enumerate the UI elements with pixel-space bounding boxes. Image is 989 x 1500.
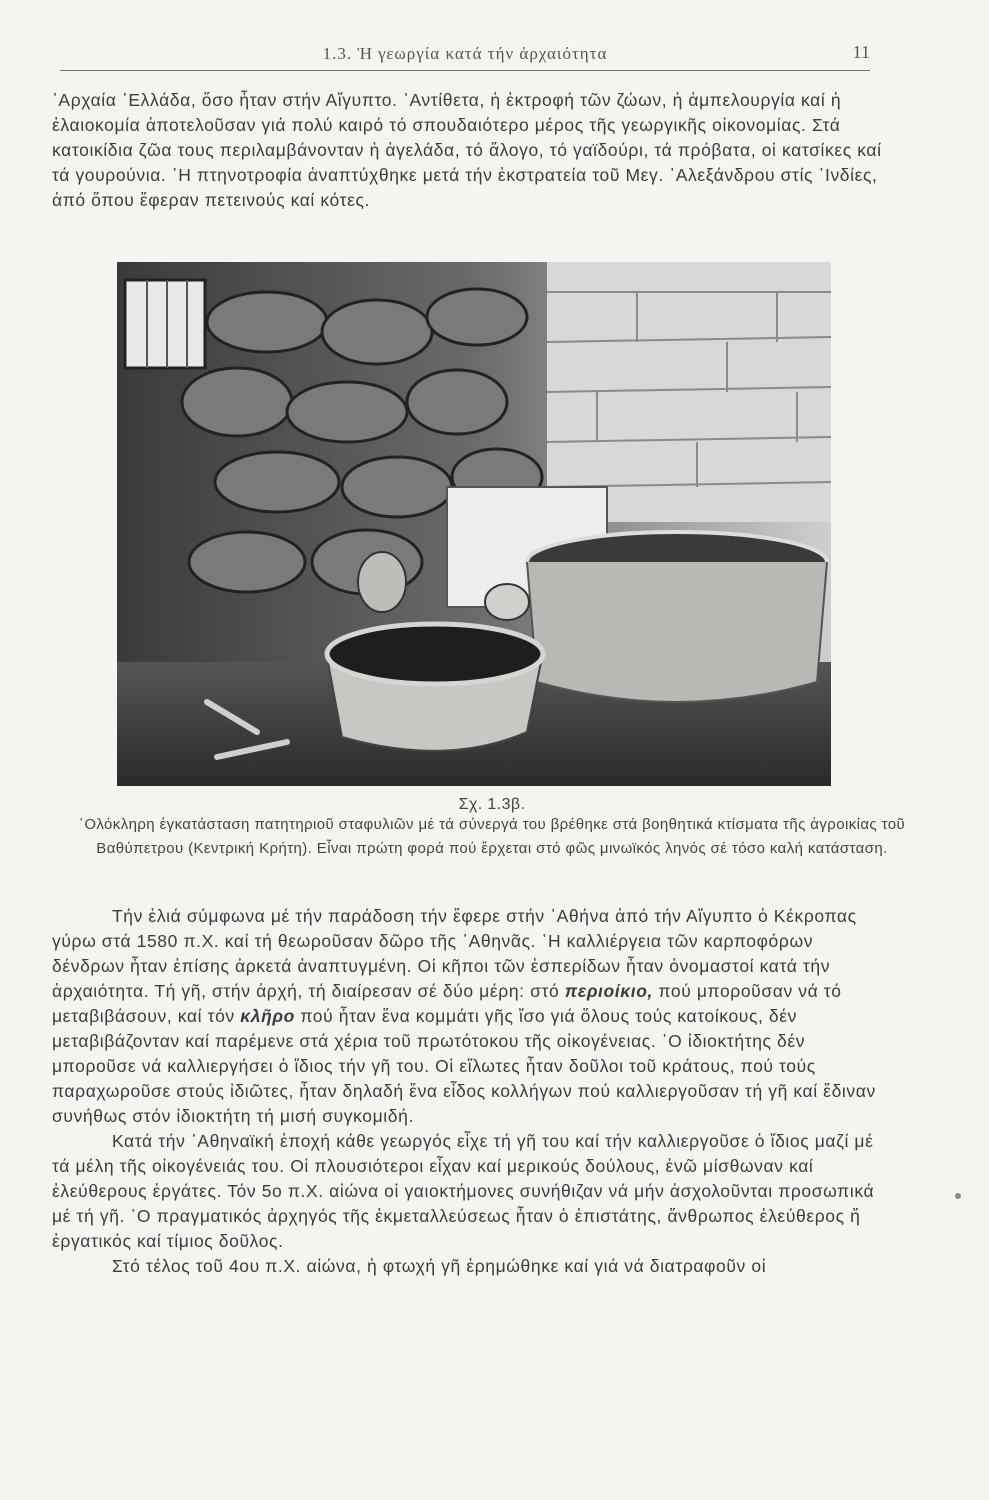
term-kliros: κλῆρο (240, 1006, 295, 1026)
paragraph-1-part-2: πού μποροῦσαν νά τό μεταβιβάσουν, καί τόν (52, 981, 842, 1026)
paragraph-1-part-3: πού ἦταν ἕνα κομμάτι γῆς ἴσο γιά ὅλους τούς κατοίκους, δέν μεταβιβάζονταν καί παρέμενε στά χέρια τοῦ πρωτότοκου τῆς οἰκογένειας. ῾Ο ἰδιοκτήτης δέν μποροῦσε νά καλλιεργήσει ὁ ἴδιος τήν γῆ του. Οἱ εἵλωτες ἦταν δοῦλοι τοῦ κράτους, πού τούς παραχωροῦσε στούς ἰδιῶτες, ἦταν δηλαδή ἕνα εἶδος κολλήγων πού καλλιεργοῦσαν τή γῆ καί ἔδιναν συνήθως στόν ἰδιοκτήτη τή μισή συγκομιδή. (52, 1006, 876, 1126)
wine-press-photo (117, 262, 831, 786)
paragraph-1-part-1: Τήν ἐλιά σύμφωνα μέ τήν παράδοση τήν ἔφερε στήν ᾿Αθήνα ἀπό τήν Αἴγυπτο ὁ Κέκροπας γύρω στά 1580 π.Χ. καί τή θεωροῦσαν δῶρο τῆς ᾿Αθηνᾶς. ῾Η καλλιέργεια τῶν καρποφόρων δένδρων ἦταν ἐπίσης ἀρκετά ἀναπτυγμένη. Οἱ κῆποι τῶν ἑσπερίδων ἦταν ὀνομαστοί κατά τήν ἀρχαιότητα. Τή γῆ, στήν ἀρχή, τή διαίρεσαν σέ δύο μέρη: στό (52, 906, 857, 1001)
header-title: 1.3. Ἡ γεωργία κατά τήν ἀρχαιότητα (322, 44, 608, 63)
paragraph-2: Κατά τήν ᾿Αθηναϊκή ἐποχή κάθε γεωργός εἶχε τή γῆ του καί τήν καλλιεργοῦσε ὁ ἴδιος μαζί μέ τά μέλη τῆς οἰκογένειάς του. Οἱ πλουσιότεροι εἶχαν καί μερικούς δούλους, ἐνῶ μίσθωναν καί ἐλεύθερους ἐργάτες. Τόν 5ο π.Χ. αἰώνα οἱ γαιοκτήμονες συνήθιζαν νά μήν ἀσχολοῦνται προσωπικά μέ τή γῆ. ῾Ο πραγματικός ἀρχηγός τῆς ἐκμεταλλεύσεως ἦταν ὁ ἐπιστάτης, ἄνθρωπος ἐλεύθερος ἤ ἐργατικός καί τίμιος δοῦλος. (52, 1131, 875, 1251)
body-text (52, 904, 888, 1279)
intro-paragraph (52, 88, 888, 213)
figure-photo (117, 262, 831, 786)
paragraph-3: Στό τέλος τοῦ 4ου π.Χ. αἰώνα, ἡ φτωχή γῆ ἐρημώθηκε καί γιά νά διατραφοῦν οἱ (112, 1256, 767, 1276)
margin-dot (955, 1193, 961, 1199)
intro-text: ᾿Αρχαία ῾Ελλάδα, ὅσο ἦταν στήν Αἴγυπτο. ᾿Αντίθετα, ἡ ἐκτροφή τῶν ζώων, ἡ ἀμπελουργία καί ἡ ἐλαιοκομία ἀποτελοῦσαν γιά πολύ καιρό τό σπουδαιότερο μέρος τῆς γεωργικῆς οἰκονομίας. Στά κατοικίδια ζῶα τους περιλαμβάνονταν ἡ ἀγελάδα, τό ἄλογο, τό γαϊδούρι, τά πρόβατα, οἱ κατσίκες καί τά γουρούνια. ῾Η πτηνοτροφία ἀναπτύχθηκε μετά τήν ἐκστρατεία τοῦ Μεγ. ᾿Αλεξάνδρου στίς ᾿Ινδίες, ἀπό ὅπου ἔφεραν πετεινούς καί κότες. (52, 90, 882, 210)
term-perioikio: περιοίκιο, (564, 981, 653, 1001)
paragraph-1 (52, 904, 888, 1129)
figure-caption-text: ῾Ολόκληρη ἐγκατάσταση πατητηριοῦ σταφυλιῶν μέ τά σύνεργά του βρέθηκε στά βοηθητικά κτίσματα τῆς ἀγροικίας τοῦ Βαθύπετρου (Κεντρική Κρήτη). Εἶναι πρώτη φορά πού ἔρχεται στό φῶς μινωϊκός ληνός σέ τόσο καλή κατάσταση. (78, 816, 906, 857)
figure-label: Σχ. 1.3β. (458, 796, 526, 813)
page-number: 11 (852, 42, 870, 62)
running-header (60, 38, 870, 71)
figure-caption (52, 813, 932, 861)
